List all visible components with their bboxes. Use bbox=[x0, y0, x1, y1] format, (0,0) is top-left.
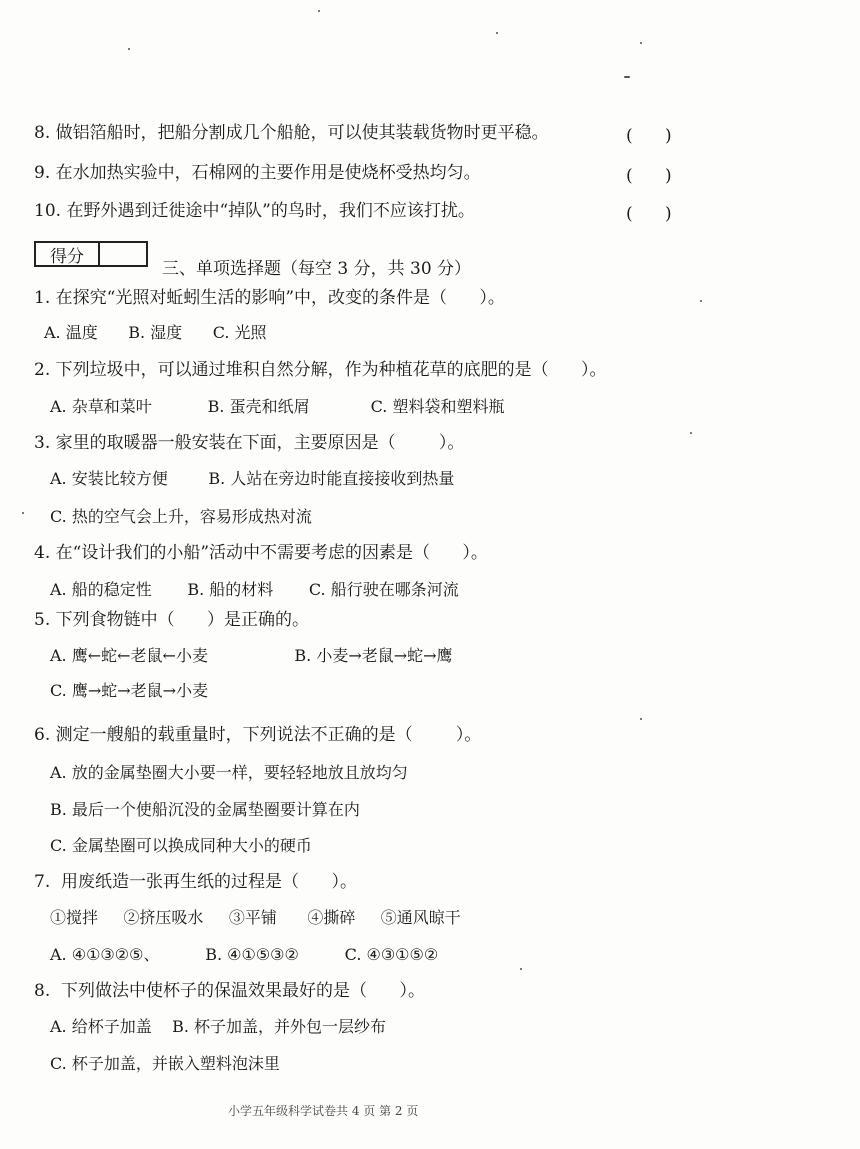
question-8-option-c: C. 杯子加盖，并嵌入塑料泡沫里 bbox=[50, 1054, 280, 1073]
question-7-options: A. ④①③②⑤、 B. ④①⑤③② C. ④③①⑤② bbox=[50, 945, 439, 964]
question-3-stem: 3. 家里的取暖器一般安装在下面，主要原因是（ ）。 bbox=[34, 433, 465, 453]
question-6-option-a: A. 放的金属垫圈大小要一样，要轻轻地放且放均匀 bbox=[50, 763, 408, 782]
question-8-stem: 8. 下列做法中使杯子的保温效果最好的是（ ）。 bbox=[34, 981, 425, 1001]
question-4-stem: 4. 在“设计我们的小船”活动中不需要考虑的因素是（ ）。 bbox=[34, 543, 488, 563]
question-1-options: A. 温度 B. 湿度 C. 光照 bbox=[44, 323, 267, 342]
scan-speck bbox=[700, 300, 702, 302]
scan-speck bbox=[496, 32, 498, 34]
question-2-stem: 2. 下列垃圾中，可以通过堆积自然分解，作为种植花草的底肥的是（ ）。 bbox=[34, 360, 607, 380]
judgment-item-9: 9. 在水加热实验中，石棉网的主要作用是使烧杯受热均匀。 bbox=[34, 163, 481, 183]
question-4-options: A. 船的稳定性 B. 船的材料 C. 船行驶在哪条河流 bbox=[50, 580, 459, 599]
answer-blank[interactable]: ( ) bbox=[626, 204, 672, 224]
question-7-steps: ①搅拌 ②挤压吸水 ③平铺 ④撕碎 ⑤通风晾干 bbox=[50, 908, 461, 927]
scan-speck bbox=[640, 718, 642, 720]
question-6-option-b: B. 最后一个使船沉没的金属垫圈要计算在内 bbox=[50, 800, 360, 819]
scan-speck bbox=[128, 48, 130, 50]
scan-speck bbox=[520, 968, 522, 970]
section-title: 三、单项选择题（每空 3 分，共 30 分） bbox=[162, 259, 472, 279]
scan-speck bbox=[690, 432, 692, 434]
question-7-stem: 7. 用废纸造一张再生纸的过程是（ ）。 bbox=[34, 872, 357, 892]
scan-speck bbox=[624, 76, 630, 78]
question-3-option-c: C. 热的空气会上升，容易形成热对流 bbox=[50, 507, 312, 526]
judgment-item-10: 10. 在野外遇到迁徙途中“掉队”的鸟时，我们不应该打扰。 bbox=[34, 201, 475, 221]
judgment-item-8: 8. 做铝箔船时，把船分割成几个船舱，可以使其装载货物时更平稳。 bbox=[34, 123, 549, 143]
score-box bbox=[34, 241, 148, 267]
answer-blank[interactable]: ( ) bbox=[626, 166, 672, 186]
question-1-stem: 1. 在探究“光照对蚯蚓生活的影响”中，改变的条件是（ ）。 bbox=[34, 288, 505, 308]
question-3-option-ab: A. 安装比较方便 B. 人站在旁边时能直接接收到热量 bbox=[50, 469, 455, 488]
score-blank[interactable] bbox=[100, 243, 146, 265]
question-5-stem: 5. 下列食物链中（ ）是正确的。 bbox=[34, 610, 310, 630]
score-label: 得分 bbox=[36, 243, 100, 265]
question-6-option-c: C. 金属垫圈可以换成同种大小的硬币 bbox=[50, 836, 312, 855]
page-footer: 小学五年级科学试卷共 4 页 第 2 页 bbox=[228, 1104, 419, 1118]
question-5-option-ab: A. 鹰←蛇←老鼠←小麦 B. 小麦→老鼠→蛇→鹰 bbox=[50, 646, 453, 665]
question-8-option-ab: A. 给杯子加盖 B. 杯子加盖，并外包一层纱布 bbox=[50, 1017, 387, 1036]
scan-speck bbox=[318, 10, 320, 12]
question-6-stem: 6. 测定一艘船的载重量时，下列说法不正确的是（ ）。 bbox=[34, 725, 482, 745]
question-5-option-c: C. 鹰→蛇→老鼠→小麦 bbox=[50, 681, 209, 700]
answer-blank[interactable]: ( ) bbox=[626, 126, 672, 146]
scan-speck bbox=[22, 512, 24, 514]
question-2-options: A. 杂草和菜叶 B. 蛋壳和纸屑 C. 塑料袋和塑料瓶 bbox=[50, 397, 505, 416]
scan-speck bbox=[640, 42, 642, 44]
